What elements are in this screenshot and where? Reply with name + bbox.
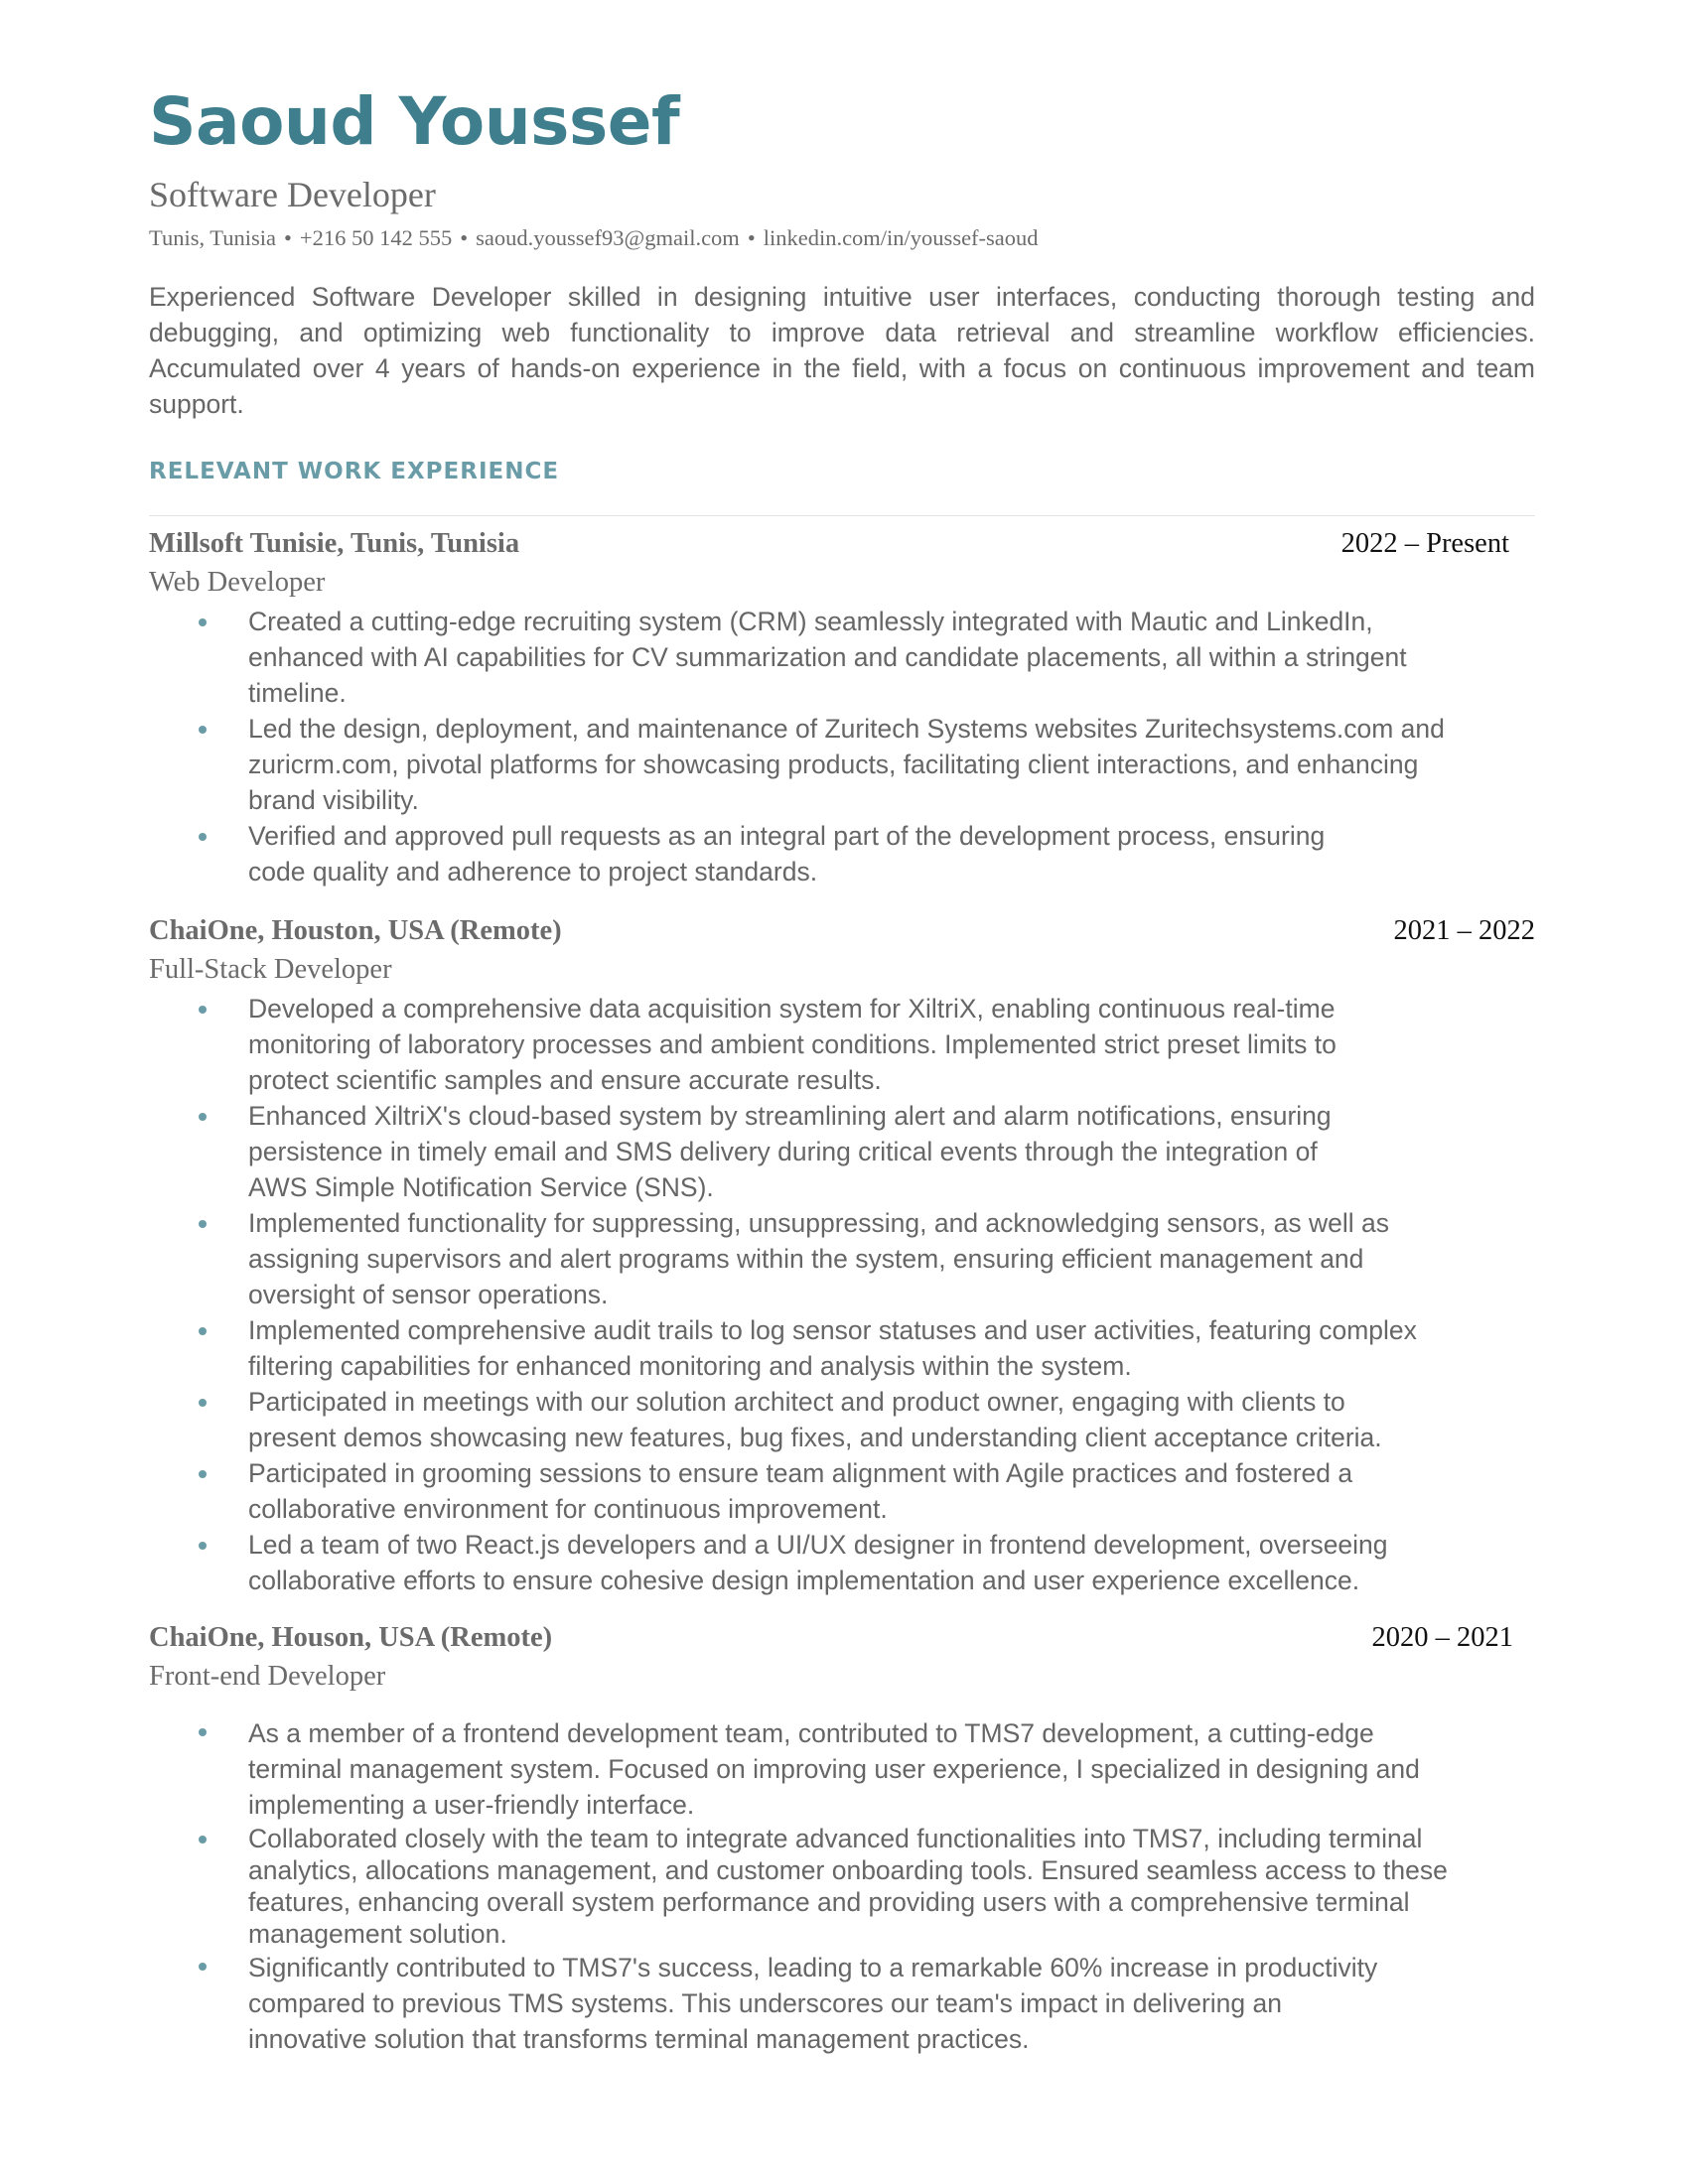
bullet-text-line: collaborative environment for continuous improvement. [248,1494,888,1524]
bullet-text-line: zuricrm.com, pivotal platforms for showcasing products, facilitating client interactions, and enhancing [248,750,1419,779]
bullet-text-line: Participated in grooming sessions to ensure team alignment with Agile practices and fostered a [248,1458,1353,1488]
bullet-text-line: Participated in meetings with our solution architect and product owner, engaging with clients to [248,1387,1345,1417]
list-item [149,1950,1535,2057]
job-title: Full-Stack Developer [149,954,392,985]
list-item [149,818,1535,889]
list-item [149,1384,1535,1455]
bullet-text-line: analytics, allocations management, and customer onboarding tools. Ensured seamless access to these [248,1855,1448,1885]
bullet-text-line: Led a team of two React.js developers and a UI/UX designer in frontend development, overseeing [248,1530,1388,1560]
bullet-dot-icon [199,726,207,734]
list-item [149,991,1535,1098]
job-bullets [149,604,1535,889]
bullet-text-line: Developed a comprehensive data acquisition system for XiltriX, enabling continuous real-time [248,994,1336,1024]
bullet-text-line: Enhanced XiltriX's cloud-based system by streamlining alert and alarm notifications, ensuring [248,1101,1332,1131]
job-bullets [149,1715,1535,2057]
bullet-text-line: AWS Simple Notification Service (SNS). [248,1172,714,1202]
bullet-text-line: present demos showcasing new features, bug fixes, and understanding client acceptance criteria. [248,1423,1382,1452]
bullet-dot-icon [199,833,207,841]
contact-email[interactable]: saoud.youssef93@gmail.com [476,225,740,250]
bullet-dot-icon [199,618,207,626]
job-bullets [149,991,1535,1598]
bullet-text-line: features, enhancing overall system performance and providing users with a comprehensive terminal [248,1887,1410,1917]
list-item [149,1312,1535,1384]
section-divider [149,515,1535,516]
bullet-text-line: persistence in timely email and SMS delivery during critical events through the integration of [248,1137,1318,1166]
bullet-text-line: terminal management system. Focused on improving user experience, I specialized in designing and [248,1754,1420,1784]
contact-line [149,225,1039,251]
bullet-text-line: management solution. [248,1919,507,1949]
bullet-text-line: Collaborated closely with the team to integrate advanced functionalities into TMS7, including terminal [248,1824,1423,1853]
bullet-text-line: Implemented functionality for suppressing, unsuppressing, and acknowledging sensors, as well as [248,1208,1389,1238]
job-dates: 2021 – 2022 [1393,915,1535,946]
section-title-work-experience: RELEVANT WORK EXPERIENCE [149,459,560,484]
bullet-text-line: oversight of sensor operations. [248,1280,609,1309]
bullet-dot-icon [199,1836,207,1843]
professional-summary: Experienced Software Developer skilled in designing intuitive user interfaces, conducting thorough testing and debugging, and optimizing web functionality to improve data retrieval and streamline workflow efficiencies. Accumulated over 4 years of hands-on experience in the field, with a focus on continuous improvement and team support. [149,282,1535,419]
list-item [149,604,1535,711]
bullet-text-line: Verified and approved pull requests as an integral part of the development process, ensuring [248,821,1326,851]
bullet-dot-icon [199,1113,207,1121]
bullet-text-line: Implemented comprehensive audit trails to log sensor statuses and user activities, featuring complex [248,1315,1417,1345]
bullet-dot-icon [199,1220,207,1228]
bullet-text-line: Significantly contributed to TMS7's success, leading to a remarkable 60% increase in productivity [248,1953,1378,1982]
bullet-text-line: compared to previous TMS systems. This underscores our team's impact in delivering an [248,1988,1282,2018]
bullet-text-line: enhanced with AI capabilities for CV summarization and candidate placements, all within a stringent [248,642,1407,672]
job-company: ChaiOne, Houston, USA (Remote) [149,915,562,946]
bullet-text-line: filtering capabilities for enhanced monitoring and analysis within the system. [248,1351,1132,1381]
bullet-text-line: innovative solution that transforms terminal management practices. [248,2024,1030,2054]
candidate-role: Software Developer [149,175,436,214]
bullet-text-line: As a member of a frontend development team, contributed to TMS7 development, a cutting-edge [248,1718,1374,1748]
job-dates: 2022 – Present [1340,528,1509,559]
job-company: ChaiOne, Houson, USA (Remote) [149,1622,553,1653]
contact-location: Tunis, Tunisia [149,225,277,250]
candidate-name: Saoud Youssef [149,83,680,160]
list-item [149,1455,1535,1527]
bullet-text-line: Led the design, deployment, and maintenance of Zuritech Systems websites Zuritechsystems.com and [248,714,1445,744]
bullet-dot-icon [199,1542,207,1550]
bullet-text-line: assigning supervisors and alert programs within the system, ensuring efficient management and [248,1244,1364,1274]
job-dates: 2020 – 2021 [1371,1622,1513,1653]
contact-phone: +216 50 142 555 [299,225,453,250]
job-title: Web Developer [149,567,326,598]
bullet-text-line: Created a cutting-edge recruiting system (CRM) seamlessly integrated with Mautic and LinkedIn, [248,607,1373,636]
bullet-dot-icon [199,1470,207,1478]
bullet-text-line: implementing a user-friendly interface. [248,1790,695,1820]
list-item [149,711,1535,818]
list-item [149,1205,1535,1312]
contact-linkedin[interactable]: linkedin.com/in/youssef-saoud [763,225,1039,250]
bullet-dot-icon [199,1728,207,1736]
bullet-text-line: monitoring of laboratory processes and ambient conditions. Implemented strict preset limits to [248,1029,1336,1059]
bullet-text-line: timeline. [248,678,347,708]
list-item [149,1527,1535,1598]
job-title: Front-end Developer [149,1661,386,1692]
bullet-dot-icon [199,1399,207,1407]
contact-separator: • [747,225,756,250]
bullet-text-line: collaborative efforts to ensure cohesive design implementation and user experience excellence. [248,1566,1360,1595]
bullet-dot-icon [199,1327,207,1335]
bullet-dot-icon [199,1963,207,1971]
bullet-text-line: protect scientific samples and ensure accurate results. [248,1065,882,1095]
list-item [149,1715,1535,1823]
contact-separator: • [284,225,292,250]
bullet-dot-icon [199,1006,207,1014]
job-company: Millsoft Tunisie, Tunis, Tunisia [149,528,520,559]
bullet-text-line: brand visibility. [248,785,419,815]
list-item [149,1098,1535,1205]
contact-separator: • [460,225,469,250]
list-item [149,1823,1535,1950]
bullet-text-line: code quality and adherence to project standards. [248,857,818,887]
